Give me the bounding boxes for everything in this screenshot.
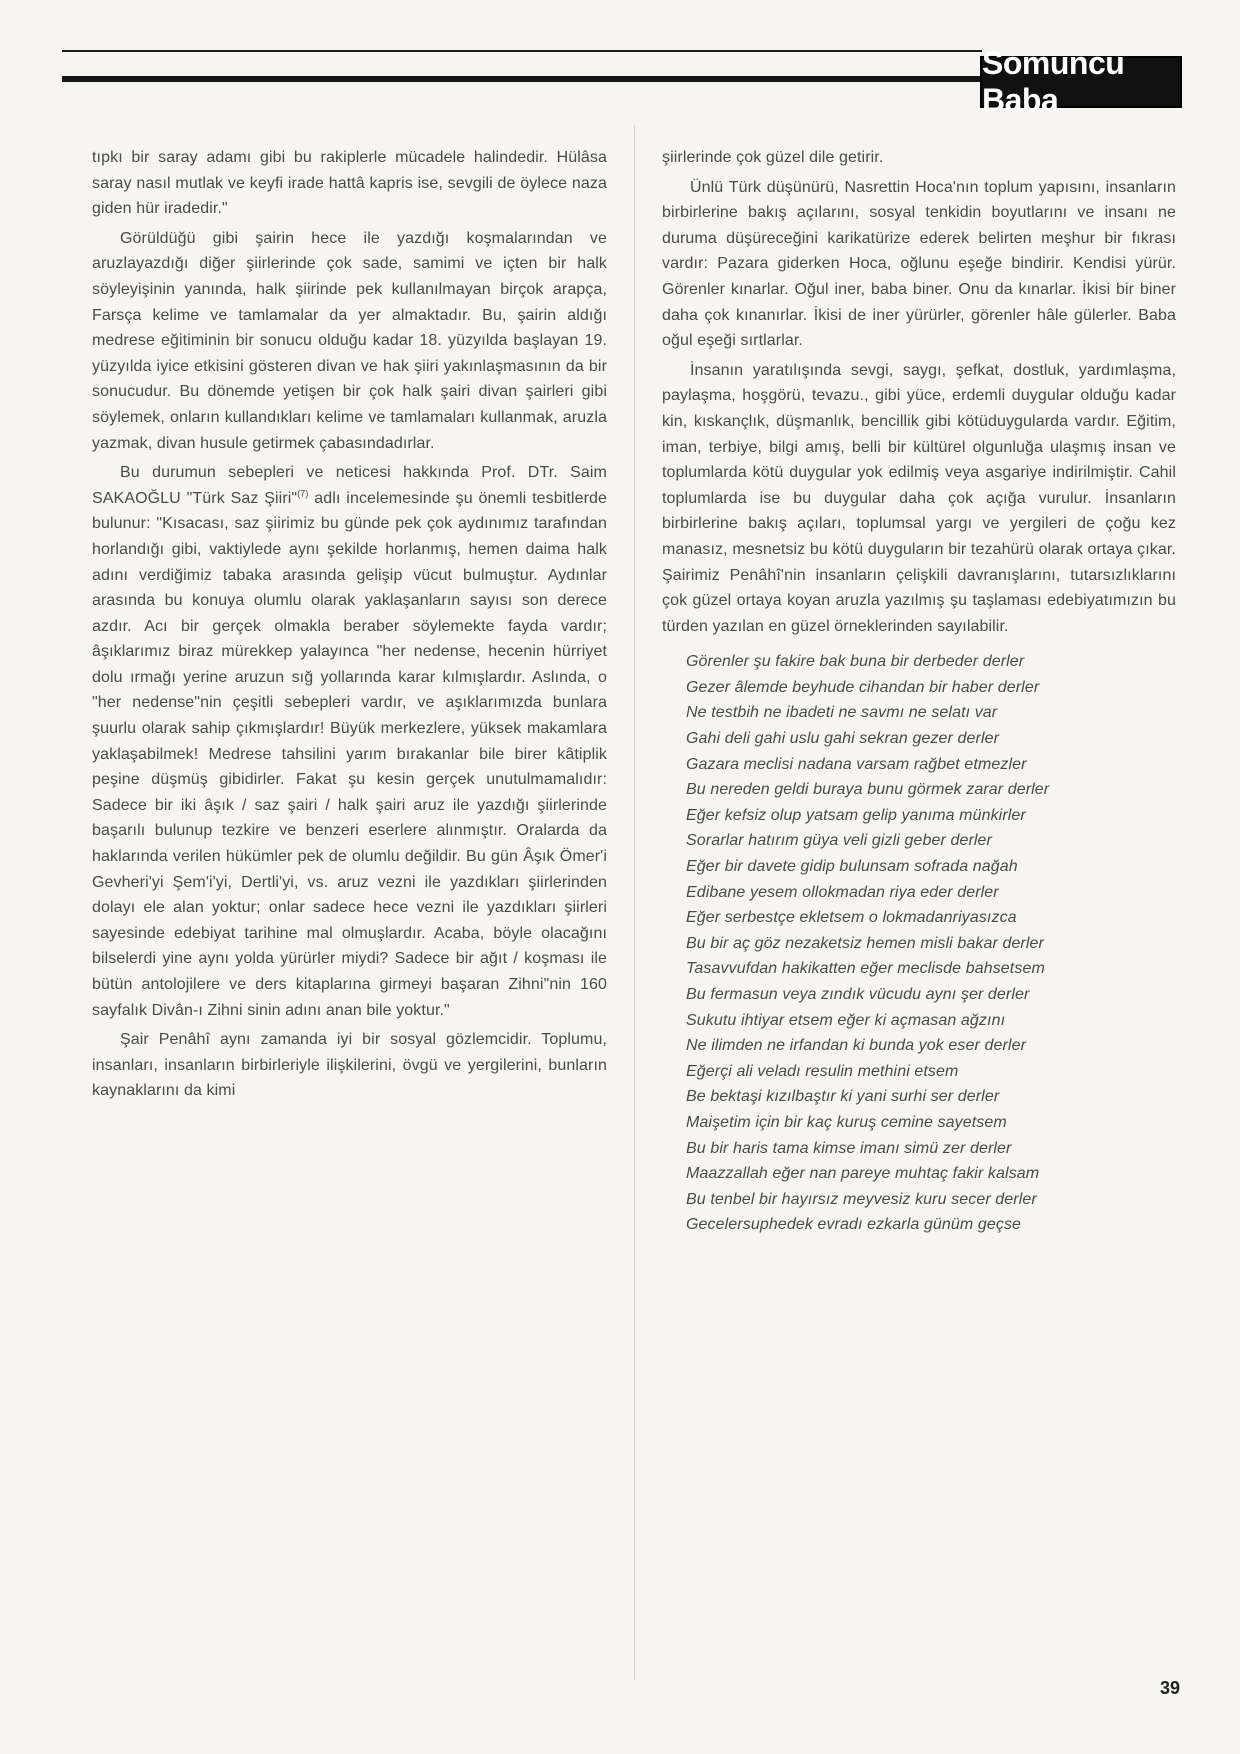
- paragraph: Şair Penâhî aynı zamanda iyi bir sosyal gözlemcidir. Toplumu, insanları, insanların birbirleriyle ilişkilerini, övgü ve yergilerini, bunların kaynaklarını da kimi: [92, 1031, 607, 1100]
- poem-line: Be bektaşi kızılbaştır ki yani surhi ser derler: [686, 1088, 1000, 1106]
- poem-line: Gecelersuphedek evradı ezkarla günüm geçse: [686, 1216, 1022, 1234]
- paragraph-tail: adlı incelemesinde şu önemli tesbitlerde bulunur: "Kısacası, saz şiirimiz bu günde pek çok aydınımız tarafından horlandığı gibi, vaktiylede aynı şekilde horlanmış, hemen daima halk adını verdiğimiz tabaka arasında gelişip vücut bulmuştur. Aydınlar arasında bu konuya olumlu olarak yaklaşanların sayısı son derece azdır. Acı bir gerçek olmakla beraber söylemekte fayda vardır; âşıklarımız biraz mürekkep yalayınca "her nedense, hecenin hürriyet dolu ırmağı yerine aruzun sığ yollarında karar kılmışlardır. Aslında, o "her nedense"nin çeşitli sebepleri vardır, ve aşıklarımızda bunlara şuurlu olarak sahip çıkmışlardır! Büyük merkezlere, yüksek makamlara yaklaşabilmek! Medrese tahsilini yarım bırakanlar bile birer kâtiplik peşine düşmüş gibidirler. Fakat şu kesin gerçek unutulmamalıdır: Sadece bir iki âşık / saz şairi / halk şairi aruz ile yazdığı şiirlerinde başarılı bulunup tezkire ve benzeri eserlere alınmıştır. Oralarda da haklarında verilen hükümler pek de olumlu değildir. Bu gün Âşık Ömer'i Gevheri'yi Şem'i'yi, Dertli'yi, vs. aruz vezni ile yazdıkları şiirlerinden dolayı ele alan yoktur; onlar sadece hece vezni ile yazdıkları şiirleri sayesinde edebiyat tarihine mal olmuşlardır. Acaba, böyle olacağını bilselerdi yine aynı yolda yürürler miydi? Sadece bir ağıt / koşması ile bütün antolojilere ve ders kitaplarına girmeyi başaran Zihni"nin 160 sayfalık Divân-ı Zihni sinin adını anan bile yoktur.": [92, 489, 607, 1019]
- header-thick-rule: [62, 76, 982, 82]
- poem-line: Bu bir haris tama kimse imanı simü zer derler: [686, 1139, 1012, 1157]
- poem-line: Gazara meclisi nadana varsam rağbet etmezler: [686, 755, 1027, 773]
- poem-line: Ne ilimden ne irfandan ki bunda yok eser derler: [686, 1037, 1026, 1055]
- column-divider: [634, 125, 635, 1680]
- poem-line: Maişetim için bir kaç kuruş cemine sayetsem: [686, 1113, 1007, 1131]
- poem-line: Sukutu ihtiyar etsem eğer ki açmasan ağzını: [686, 1011, 1006, 1029]
- poem: [662, 649, 1176, 1238]
- header-rule: [62, 50, 982, 88]
- poem-line: Bu fermasun veya zındık vücudu aynı şer derler: [686, 986, 1030, 1003]
- page-number: 39: [1160, 1678, 1181, 1698]
- paragraph: tıpkı bir saray adamı gibi bu rakiplerle mücadele halindedir. Hülâsa saray nasıl mutlak ve keyfi irade hattâ kapris ise, sevgili de öylece naza giden hür iradedir.": [92, 149, 607, 218]
- poem-line: Görenler şu fakire bak buna bir derbeder derler: [686, 653, 1025, 671]
- left-column: [92, 145, 607, 1108]
- paragraph-head: Bu durumun sebepleri ve neticesi hakkında Prof. DTr. Saim SAKAOĞLU "Türk Saz Şiiri": [92, 464, 607, 507]
- poem-line: Ne testbih ne ibadeti ne savmı ne selatı var: [686, 704, 998, 722]
- poem-line: Gahi deli gahi uslu gahi sekran gezer derler: [686, 730, 1000, 748]
- paragraph: Görüldüğü gibi şairin hece ile yazdığı koşmalarından ve aruzlayazdığı diğer şiirlerinde çok sade, samimi ve içten bir halk söyleyişinin yanında, halk şiirinde pek kullanılmayan birçok arapça, Farsça kelime ve tamlamalar da yer almaktadır. Bu, şairin aldığı medrese eğitiminin bir sonucu olduğu kadar 18. yüzyılda başlayan 19. yüzyılda iyice etkisini gösteren divan ve hak şiiri yakınlaşmasının da bir sonucudur. Bu dönemde yetişen bir çok halk şairi divan şairleri gibi söylemek, onların kullandıkları kelime ve tamlamaları kullanmak, aruzla yazmak, divan husule getirmek çabasındadırlar.: [92, 229, 607, 452]
- poem-line: Maazzallah eğer nan pareye muhtaç fakir kalsam: [686, 1165, 1040, 1183]
- paragraph: şiirlerinde çok güzel dile getirir.: [662, 149, 884, 166]
- footnote-marker: (7): [297, 488, 309, 499]
- poem-line: Tasavvufdan hakikatten eğer meclisde bahsetsem: [686, 960, 1045, 978]
- paragraph: [92, 460, 607, 1023]
- poem-line: Bu bir aç göz nezaketsiz hemen misli bakar derler: [686, 934, 1044, 952]
- poem-line: Edibane yesem ollokmadan riya eder derler: [686, 883, 999, 901]
- poem-line: Sorarlar hatırım güya veli gizli geber derler: [686, 832, 992, 850]
- poem-line: Eğer serbestçe ekletsem o lokmadanriyasızca: [686, 909, 1017, 927]
- header-thin-rule: [62, 50, 982, 52]
- paragraph: İnsanın yaratılışında sevgi, saygı, şefkat, dostluk, yardımlaşma, paylaşma, hoşgörü, tevazu., gibi yüce, erdemli duygular olduğu kadar kin, kıskançlık, düşmanlık, bencillik gibi kötüduygularda vardır. Eğitim, iman, terbiye, bilgi amış, belli bir kültürel olgunluğa ulaşmış insan ve toplumlarda kötü duygular yok edilmiş veya asgariye indirilmiştir. Cahil toplumlarda ise bu duygular daha çok açığa vurulur. İnsanların birbirlerine bakış açıları, toplumsal yargı ve yergileri de çoğu kez manasız, mesnetsiz bu kötü duyguların bir tezahürü olarak ortaya çıkar. Şairimiz Penâhî'nin insanların çelişkili davranışlarını, tutarsızlıklarını çok güzel ortaya koyan aruzla yazılmış şu taşlaması edebiyatımızın bu türden yazılan en güzel örneklerinden sayılabilir.: [662, 361, 1176, 635]
- poem-line: Gezer âlemde beyhude cihandan bir haber derler: [686, 678, 1040, 696]
- right-column: [662, 145, 1176, 1238]
- poem-line: Bu nereden geldi buraya bunu görmek zarar derler: [686, 781, 1050, 799]
- paragraph: Ünlü Türk düşünürü, Nasrettin Hoca'nın toplum yapısını, insanların birbirlerine bakış açılarını, sosyal tenkidin boyutlarını ve insanı ne duruma düşüreceğini karikatürize ederek belirten meşhur bir fıkrası vardır: Pazara giderken Hoca, oğlunu eşeğe bindirir. Kendisi yürür. Görenler kınarlar. Oğul iner, baba biner. Onu da kınarlar. İkisi bir biner daha çok kınanırlar. İkisi de iner yürürler, görenler hâle gülerler. Baba oğul eşeği sırtlarlar.: [662, 178, 1176, 350]
- poem-line: Eğer bir davete gidip bulunsam sofrada nağah: [686, 858, 1018, 876]
- poem-line: Eğer kefsiz olup yatsam gelip yanıma münkirler: [686, 806, 1026, 824]
- poem-line: Eğerçi ali veladı resulin methini etsem: [686, 1062, 959, 1080]
- poem-line: Bu tenbel bir hayırsız meyvesiz kuru secer derler: [686, 1190, 1037, 1208]
- masthead: Somuncu Baba: [980, 56, 1182, 108]
